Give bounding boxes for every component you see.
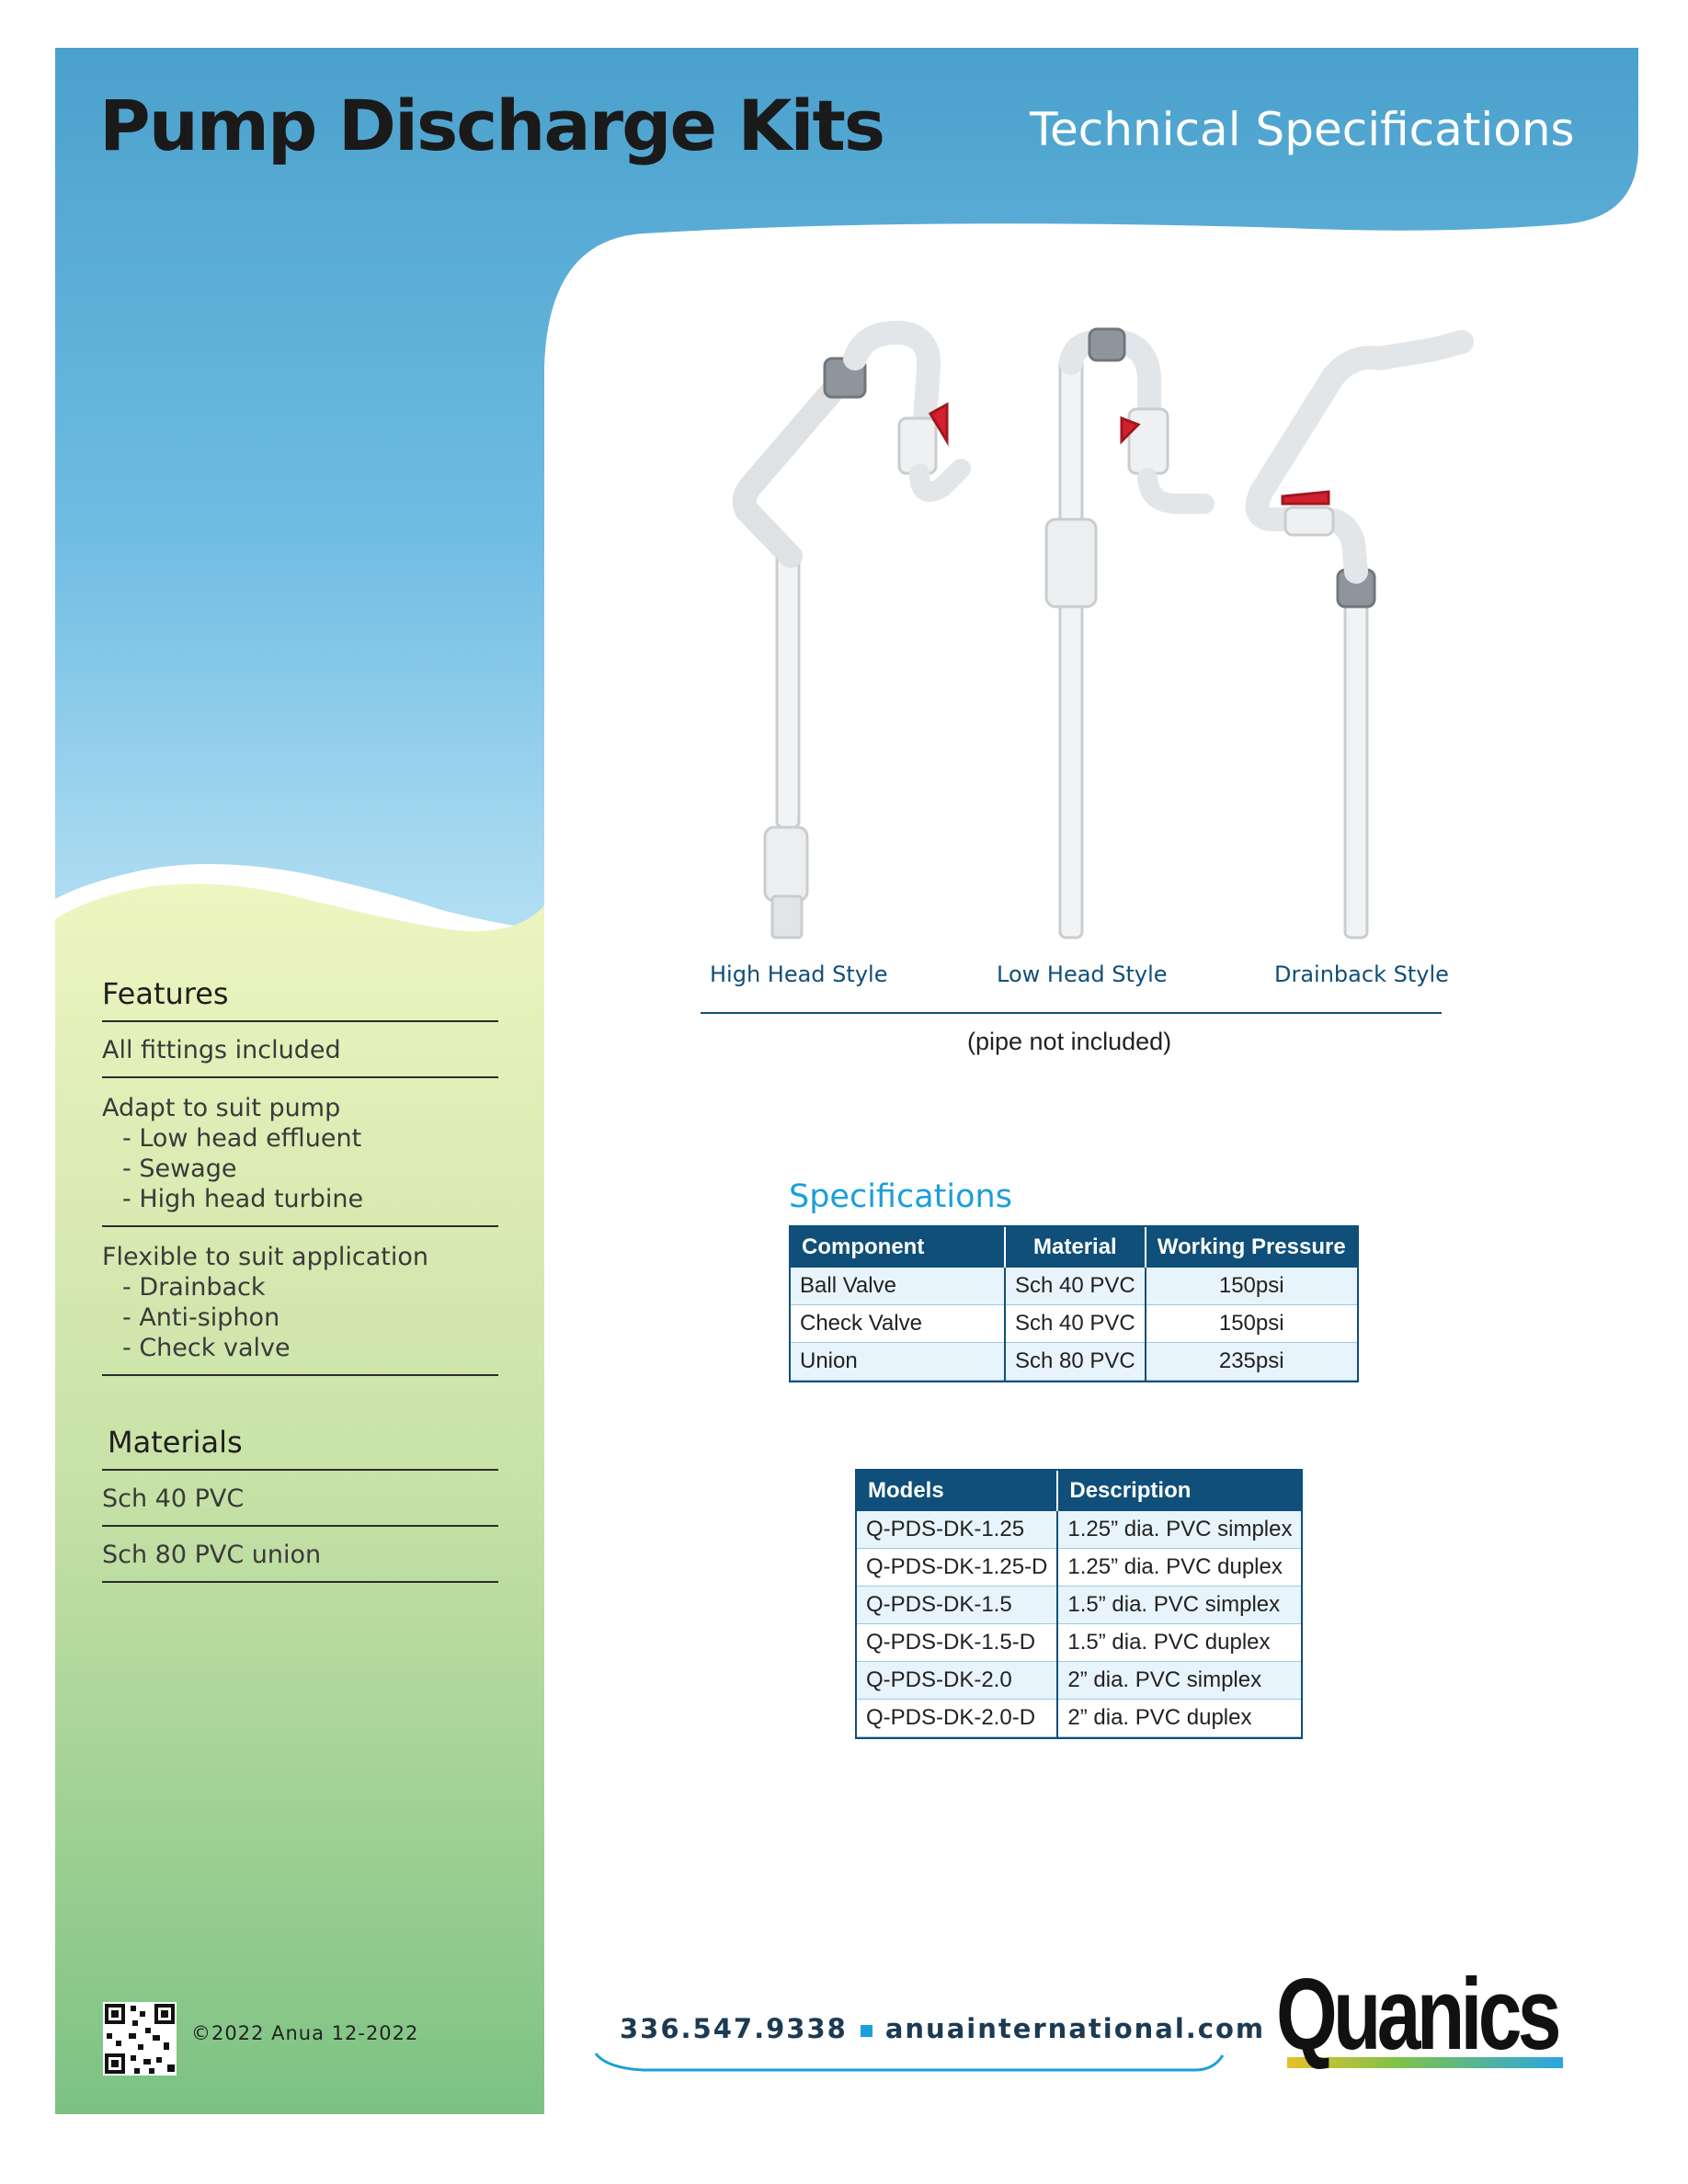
footer-swoosh bbox=[596, 2053, 1223, 2070]
table-cell: 150psi bbox=[1146, 1305, 1357, 1343]
feature-title: Adapt to suit pump bbox=[102, 1094, 341, 1122]
table-row bbox=[857, 1624, 1301, 1662]
header-wave bbox=[55, 48, 1638, 928]
table-row bbox=[791, 1343, 1357, 1381]
table-row bbox=[791, 1268, 1357, 1305]
pipe-note: (pipe not included) bbox=[967, 1028, 1172, 1055]
caption-drainback: Drainback Style bbox=[1274, 961, 1449, 987]
feature-item: - Sewage bbox=[122, 1155, 237, 1183]
model-code: Q-PDS-DK-1.5 bbox=[857, 1587, 1057, 1624]
column-header: Models bbox=[857, 1471, 1057, 1511]
separator-square bbox=[861, 2025, 873, 2037]
table-row bbox=[791, 1305, 1357, 1343]
brand-logo: Quanics bbox=[1276, 1958, 1557, 2071]
feature-item: - Anti-siphon bbox=[122, 1303, 280, 1332]
material-item bbox=[102, 1527, 498, 1583]
feature-item: - High head turbine bbox=[122, 1185, 364, 1213]
caption-high-head: High Head Style bbox=[710, 961, 888, 987]
copyright: ©2022 Anua 12-2022 bbox=[191, 2022, 419, 2044]
model-description: 2” dia. PVC duplex bbox=[1057, 1700, 1301, 1737]
feature-group bbox=[102, 1020, 498, 1078]
table-cell: Union bbox=[791, 1343, 1005, 1381]
table-cell: Sch 40 PVC bbox=[1005, 1305, 1146, 1343]
table-row bbox=[857, 1549, 1301, 1587]
model-code: Q-PDS-DK-1.5-D bbox=[857, 1624, 1057, 1662]
column-header: Component bbox=[791, 1227, 1005, 1268]
table-header-row bbox=[791, 1227, 1357, 1268]
material-item bbox=[102, 1469, 498, 1527]
model-code: Q-PDS-DK-2.0-D bbox=[857, 1700, 1057, 1737]
feature-item: - Drainback bbox=[122, 1273, 266, 1302]
feature-title: Flexible to suit application bbox=[102, 1243, 428, 1271]
features-heading: Features bbox=[102, 976, 229, 1011]
table-header-row bbox=[857, 1471, 1301, 1511]
model-code: Q-PDS-DK-2.0 bbox=[857, 1662, 1057, 1700]
column-header: Description bbox=[1057, 1471, 1301, 1511]
table-row bbox=[857, 1700, 1301, 1737]
column-header: Material bbox=[1005, 1227, 1146, 1268]
high-head-kit-image bbox=[745, 333, 961, 938]
page-subtitle: Technical Specifications bbox=[1030, 103, 1575, 156]
feature-title: All fittings included bbox=[102, 1036, 341, 1064]
model-description: 1.5” dia. PVC simplex bbox=[1057, 1587, 1301, 1624]
qr-code bbox=[103, 2002, 177, 2076]
model-description: 1.5” dia. PVC duplex bbox=[1057, 1624, 1301, 1662]
features-list bbox=[102, 1020, 498, 1376]
feature-group bbox=[102, 1227, 498, 1376]
table-row bbox=[857, 1587, 1301, 1624]
specifications-table bbox=[789, 1225, 1359, 1382]
caption-low-head: Low Head Style bbox=[997, 961, 1168, 987]
table-cell: 150psi bbox=[1146, 1268, 1357, 1305]
drainback-kit-image bbox=[1258, 342, 1463, 938]
model-description: 1.25” dia. PVC duplex bbox=[1057, 1549, 1301, 1587]
table-cell: 235psi bbox=[1146, 1343, 1357, 1381]
materials-heading: Materials bbox=[108, 1425, 243, 1460]
model-code: Q-PDS-DK-1.25-D bbox=[857, 1549, 1057, 1587]
models-table bbox=[855, 1469, 1303, 1739]
feature-item: - Check valve bbox=[122, 1334, 291, 1362]
contact-line bbox=[620, 2013, 1265, 2044]
column-header: Working Pressure bbox=[1146, 1227, 1357, 1268]
material-label: Sch 80 PVC union bbox=[102, 1541, 322, 1569]
website-link[interactable]: anuainternational.com bbox=[884, 2013, 1266, 2044]
table-cell: Sch 40 PVC bbox=[1005, 1268, 1146, 1305]
table-cell: Ball Valve bbox=[791, 1268, 1005, 1305]
feature-group bbox=[102, 1078, 498, 1227]
table-cell: Sch 80 PVC bbox=[1005, 1343, 1146, 1381]
material-label: Sch 40 PVC bbox=[102, 1484, 245, 1513]
table-row bbox=[857, 1662, 1301, 1700]
low-head-kit-image bbox=[1046, 329, 1204, 938]
table-cell: Check Valve bbox=[791, 1305, 1005, 1343]
table-row bbox=[857, 1511, 1301, 1549]
model-code: Q-PDS-DK-1.25 bbox=[857, 1511, 1057, 1549]
materials-list bbox=[102, 1469, 498, 1583]
model-description: 2” dia. PVC simplex bbox=[1057, 1662, 1301, 1700]
page-title: Pump Discharge Kits bbox=[99, 85, 884, 166]
feature-item: - Low head effluent bbox=[122, 1124, 362, 1153]
phone-number[interactable]: 336.547.9338 bbox=[620, 2013, 848, 2044]
model-description: 1.25” dia. PVC simplex bbox=[1057, 1511, 1301, 1549]
specifications-heading: Specifications bbox=[789, 1178, 1012, 1215]
